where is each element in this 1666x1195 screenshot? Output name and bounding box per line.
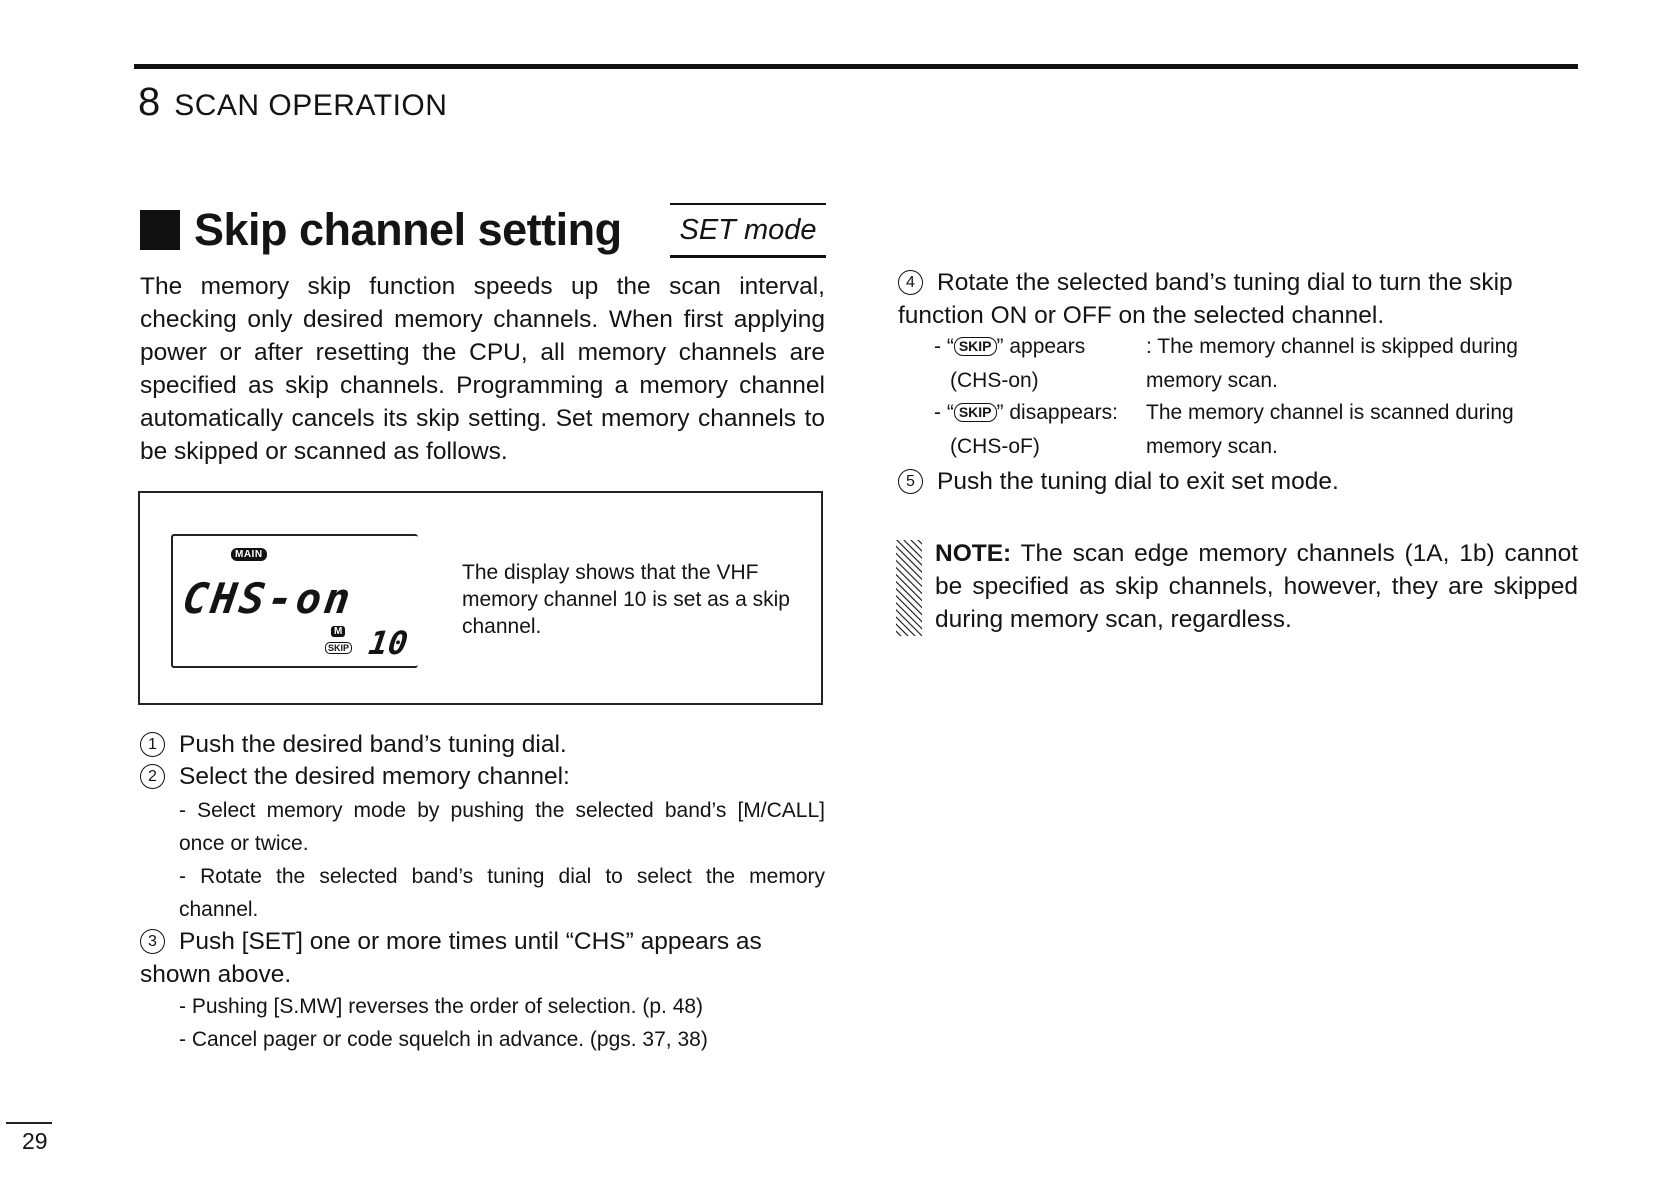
set-mode-badge: SET mode	[670, 203, 826, 258]
note-label: NOTE:	[935, 540, 1012, 567]
display-figure	[138, 491, 823, 705]
step-3-substep: - Pushing [S.MW] reverses the order of selection. (p. 48)	[179, 995, 704, 1018]
intro-paragraph: The memory skip function speeds up the scan interval, checking only desired memory channels. When first applying power or after resetting the CPU, all memory channels are specified as skip channels. Programming a memory channel automatically cancels its skip setting. Set memory channels to be skipped or scanned as follows.	[140, 273, 825, 465]
skip-indicator-icon: SKIP	[954, 337, 997, 356]
chapter-number: 8	[138, 80, 161, 124]
lcd-readout: CHS-on	[179, 574, 357, 623]
lcd-memory-indicator: M	[331, 626, 345, 637]
step-text: Rotate the selected band’s tuning dial to turn the skip function ON or OFF on the selected channel.	[898, 269, 1513, 329]
skip-off-description-cont: memory scan.	[1146, 435, 1278, 458]
step-number-icon: 2	[140, 764, 165, 789]
step-number-icon: 3	[140, 929, 165, 954]
lcd-skip-indicator: SKIP	[325, 642, 352, 654]
note-text: The scan edge memory channels (1A, 1b) cannot be specified as skip channels, however, they are skipped during memory scan, regardless.	[935, 540, 1578, 633]
step-number-icon: 1	[140, 732, 165, 757]
step-1	[140, 728, 567, 761]
note-block	[935, 537, 1578, 636]
step-text: Push the tuning dial to exit set mode.	[937, 468, 1339, 495]
step-5	[898, 465, 1339, 498]
step-number-icon: 4	[898, 270, 923, 295]
section-title: Skip channel setting	[194, 204, 622, 255]
note-hatch-icon	[896, 540, 922, 636]
skip-off-label: - “ SKIP ” disappears:	[934, 401, 1118, 424]
skip-on-description-cont: memory scan.	[1146, 369, 1278, 392]
skip-on-label: - “ SKIP ” appears	[934, 335, 1086, 358]
step-2-substep: - Select memory mode by pushing the selected band’s [M/CALL] once or twice.	[179, 799, 825, 855]
step-text: Push [SET] one or more times until “CHS” appears as shown above.	[140, 928, 762, 988]
figure-caption: The display shows that the VHF memory channel 10 is set as a skip channel.	[462, 561, 790, 638]
step-number-icon: 5	[898, 469, 923, 494]
step-4	[898, 266, 1578, 332]
step-3	[140, 925, 826, 991]
skip-off-code: (CHS-oF)	[950, 435, 1040, 458]
heading-square-icon	[140, 210, 180, 250]
chapter-title: SCAN OPERATION	[174, 89, 448, 122]
section-heading	[140, 200, 622, 260]
skip-on-description: : The memory channel is skipped during	[1146, 335, 1518, 358]
skip-off-description: The memory channel is scanned during	[1146, 401, 1514, 424]
top-rule	[134, 64, 1578, 69]
skip-indicator-icon: SKIP	[954, 403, 997, 422]
chapter-header	[138, 80, 447, 128]
lcd-channel-number: 10	[366, 624, 411, 662]
step-text: Select the desired memory channel:	[179, 763, 570, 790]
step-3-substep: - Cancel pager or code squelch in advance. (pgs. 37, 38)	[179, 1028, 708, 1051]
lcd-main-indicator: MAIN	[231, 548, 267, 561]
page-number: 29	[22, 1128, 48, 1154]
step-2	[140, 760, 570, 793]
step-2-substep: - Rotate the selected band’s tuning dial to select the memory channel.	[179, 865, 825, 921]
page-number-rule	[6, 1122, 52, 1124]
step-text: Push the desired band’s tuning dial.	[179, 731, 567, 758]
lcd-display	[171, 534, 418, 668]
skip-on-code: (CHS-on)	[950, 369, 1039, 392]
